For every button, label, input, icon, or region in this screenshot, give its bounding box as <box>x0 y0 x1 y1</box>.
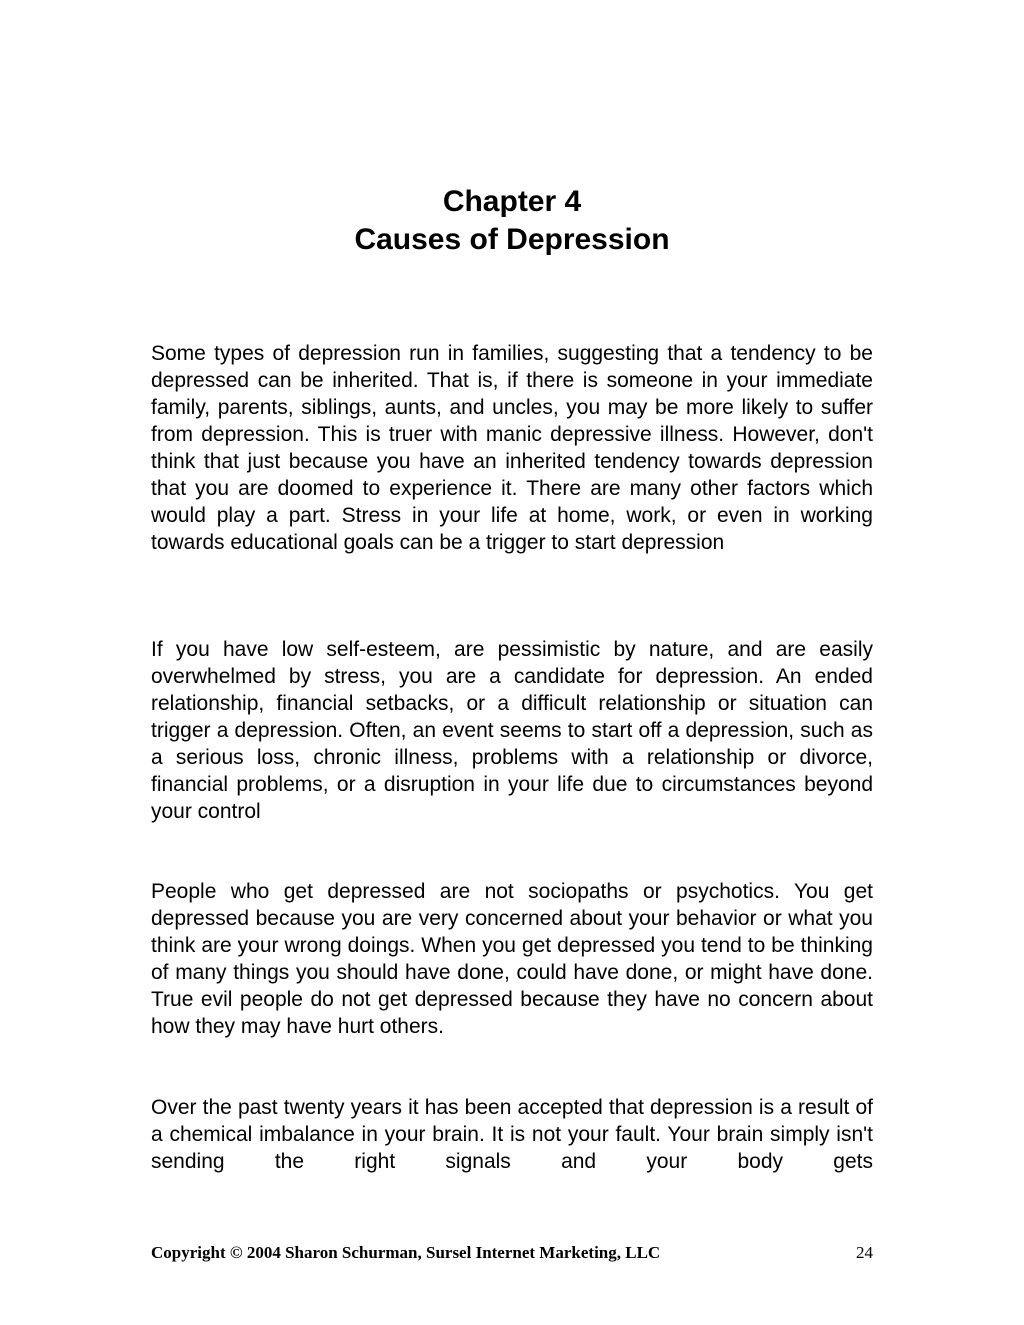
page-number: 24 <box>856 1243 873 1262</box>
paragraph-heredity: Some types of depression run in families, suggesting that a tendency to be depressed can be inherited. That is, if there is someone in your immediate family, parents, siblings, aunts, and uncles, you may be more likely to suffer from depression. This is truer with manic depressive illness. However, don't think that just because you have an inherited tendency towards depression that you are doomed to experience it. There are many other factors which would play a part. Stress in your life at home, work, or even in working towards educational goals can be a trigger to start depression <box>151 342 873 554</box>
paragraph-chemical-imbalance: Over the past twenty years it has been accepted that depression is a result of a chemical imbalance in your brain. It is not your fault. Your brain simply isn't sending the right signals and your body gets <box>151 1096 873 1173</box>
paragraph-concern: People who get depressed are not sociopaths or psychotics. You get depressed because you are very concerned about your behavior or what you think are your wrong doings. When you get depressed you tend to be thinking of many things you should have done, could have done, or might have done. True evil people do not get depressed because they have no concern about how they may have hurt others. <box>151 880 873 1038</box>
copyright-notice: Copyright © 2004 Sharon Schurman, Sursel Internet Marketing, LLC <box>151 1243 661 1262</box>
paragraph-stress-factors: If you have low self-esteem, are pessimistic by nature, and are easily overwhelmed by stress, you are a candidate for depression. An ended relationship, financial setbacks, or a difficult relationship or situation can trigger a depression. Often, an event seems to start off a depression, such as a serious loss, chronic illness, problems with a relationship or divorce, financial problems, or a disruption in your life due to circumstances beyond your control <box>151 638 873 823</box>
chapter-title: Causes of Depression <box>354 223 670 256</box>
chapter-heading <box>0 183 1024 259</box>
chapter-number: Chapter 4 <box>442 185 582 218</box>
